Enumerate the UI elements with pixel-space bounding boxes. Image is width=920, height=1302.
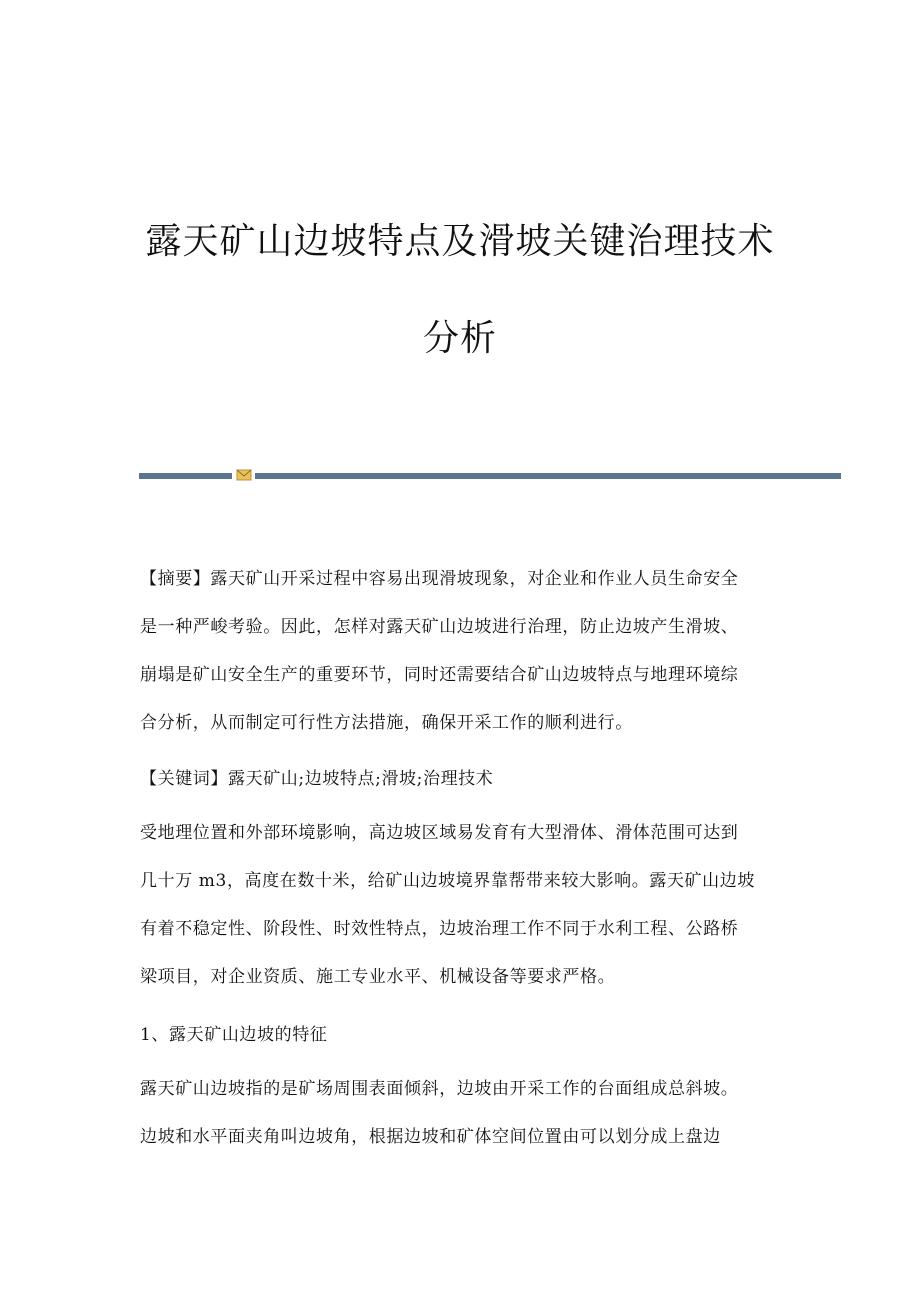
section-1-line: 露天矿山边坡指的是矿场周围表面倾斜，边坡由开采工作的台面组成总斜坡。 [140,1079,739,1099]
abstract-paragraph [140,555,800,747]
abstract-line: 合分析，从而制定可行性方法措施，确保开采工作的顺利进行。 [140,713,633,733]
section-1-paragraph [140,1065,800,1161]
abstract-line: 崩塌是矿山安全生产的重要环节，同时还需要结合矿山边坡特点与地理环境综 [140,665,739,685]
intro-line: 受地理位置和外部环境影响，高边坡区域易发育有大型滑体、滑体范围可达到 [140,823,739,843]
abstract-line: 【摘要】露天矿山开采过程中容易出现滑坡现象，对企业和作业人员生命安全 [140,569,739,589]
document-title-line-2: 分析 [422,318,497,359]
intro-line: 有着不稳定性、阶段性、时效性特点，边坡治理工作不同于水利工程、公路桥 [140,919,739,939]
document-title-line-1: 露天矿山边坡特点及滑坡关键治理技术 [145,221,775,262]
section-heading-text: 1、露天矿山边坡的特征 [140,1025,328,1045]
keywords-line: 【关键词】露天矿山;边坡特点;滑坡;治理技术 [140,769,494,789]
abstract-line: 是一种严峻考验。因此，怎样对露天矿山边坡进行治理，防止边坡产生滑坡、 [140,617,739,637]
intro-paragraph [140,809,800,1001]
section-1-heading [140,1011,800,1059]
divider-bar-left [139,473,232,479]
title-divider [139,469,841,481]
section-1-line: 边坡和水平面夹角叫边坡角，根据边坡和矿体空间位置由可以划分成上盘边 [140,1127,721,1147]
divider-emblem-icon [236,469,252,481]
divider-bar-right [255,473,841,479]
keywords-paragraph [140,755,800,803]
intro-line: 梁项目，对企业资质、施工专业水平、机械设备等要求严格。 [140,967,616,987]
intro-line: 几十万 m3，高度在数十米，给矿山边坡境界靠帮带来较大影响。露天矿山边坡 [140,871,755,891]
